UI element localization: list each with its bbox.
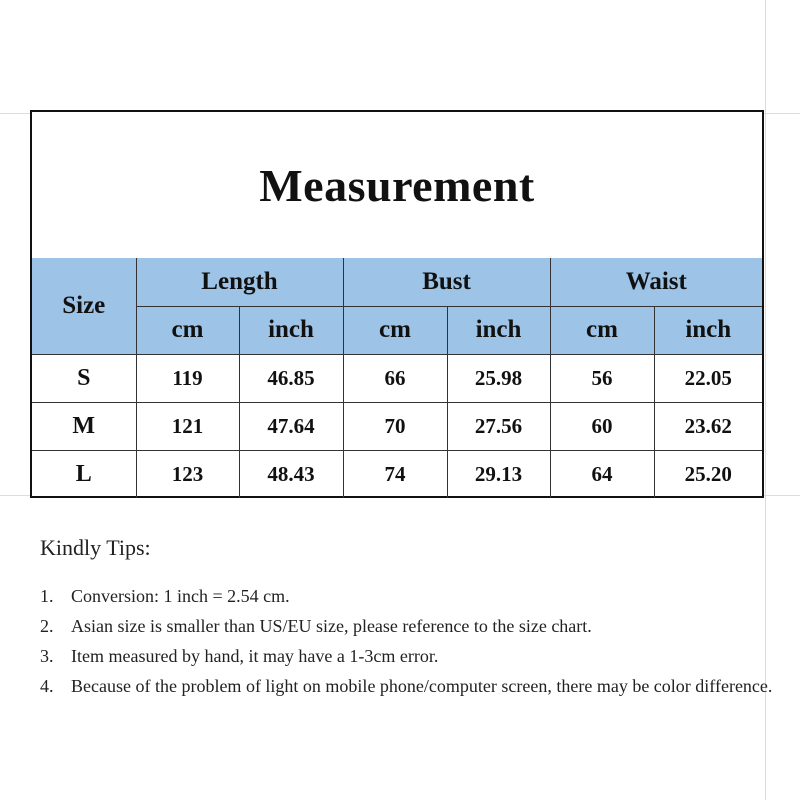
table-row	[32, 450, 762, 498]
tip-text: Asian size is smaller than US/EU size, please reference to the size chart.	[71, 616, 592, 636]
tip-item	[40, 581, 780, 611]
bust-cm-cell: 70	[343, 402, 447, 450]
tip-number: 1.	[40, 586, 54, 606]
unit-header-waist-inch: inch	[654, 306, 762, 354]
unit-header-bust-inch: inch	[447, 306, 550, 354]
waist-cm-cell: 64	[550, 450, 654, 498]
tips-section	[40, 535, 780, 701]
waist-inch-cell: 25.20	[654, 450, 762, 498]
length-cm-cell: 121	[136, 402, 239, 450]
length-cm-cell: 123	[136, 450, 239, 498]
bust-inch-cell: 27.56	[447, 402, 550, 450]
length-inch-cell: 46.85	[239, 354, 343, 402]
length-cm-cell: 119	[136, 354, 239, 402]
size-chart	[30, 110, 764, 498]
table-row	[32, 354, 762, 402]
size-cell: L	[32, 450, 136, 498]
group-header-bust: Bust	[343, 258, 550, 306]
tip-number: 4.	[40, 676, 54, 696]
group-header-waist: Waist	[550, 258, 762, 306]
waist-inch-cell: 23.62	[654, 402, 762, 450]
size-cell: S	[32, 354, 136, 402]
tip-text: Conversion: 1 inch = 2.54 cm.	[71, 586, 290, 606]
unit-header-bust-cm: cm	[343, 306, 447, 354]
waist-inch-cell: 22.05	[654, 354, 762, 402]
chart-title: Measurement	[32, 112, 762, 259]
tip-number: 2.	[40, 616, 54, 636]
size-header: Size	[32, 258, 136, 354]
tips-list	[40, 581, 780, 701]
waist-cm-cell: 60	[550, 402, 654, 450]
length-inch-cell: 48.43	[239, 450, 343, 498]
tip-number: 3.	[40, 646, 54, 666]
header-row-units	[32, 306, 762, 354]
header-row-groups	[32, 258, 762, 306]
length-inch-cell: 47.64	[239, 402, 343, 450]
group-header-length: Length	[136, 258, 343, 306]
tip-item	[40, 671, 780, 701]
tip-text: Item measured by hand, it may have a 1-3cm error.	[71, 646, 439, 666]
unit-header-length-inch: inch	[239, 306, 343, 354]
size-table	[32, 258, 762, 498]
tip-text: Because of the problem of light on mobile phone/computer screen, there may be color difference.	[71, 676, 773, 696]
tips-title: Kindly Tips:	[40, 535, 151, 560]
bust-cm-cell: 66	[343, 354, 447, 402]
tip-item	[40, 641, 780, 671]
table-row	[32, 402, 762, 450]
waist-cm-cell: 56	[550, 354, 654, 402]
bust-inch-cell: 25.98	[447, 354, 550, 402]
size-cell: M	[32, 402, 136, 450]
unit-header-waist-cm: cm	[550, 306, 654, 354]
unit-header-length-cm: cm	[136, 306, 239, 354]
bust-inch-cell: 29.13	[447, 450, 550, 498]
bust-cm-cell: 74	[343, 450, 447, 498]
tip-item	[40, 611, 780, 641]
